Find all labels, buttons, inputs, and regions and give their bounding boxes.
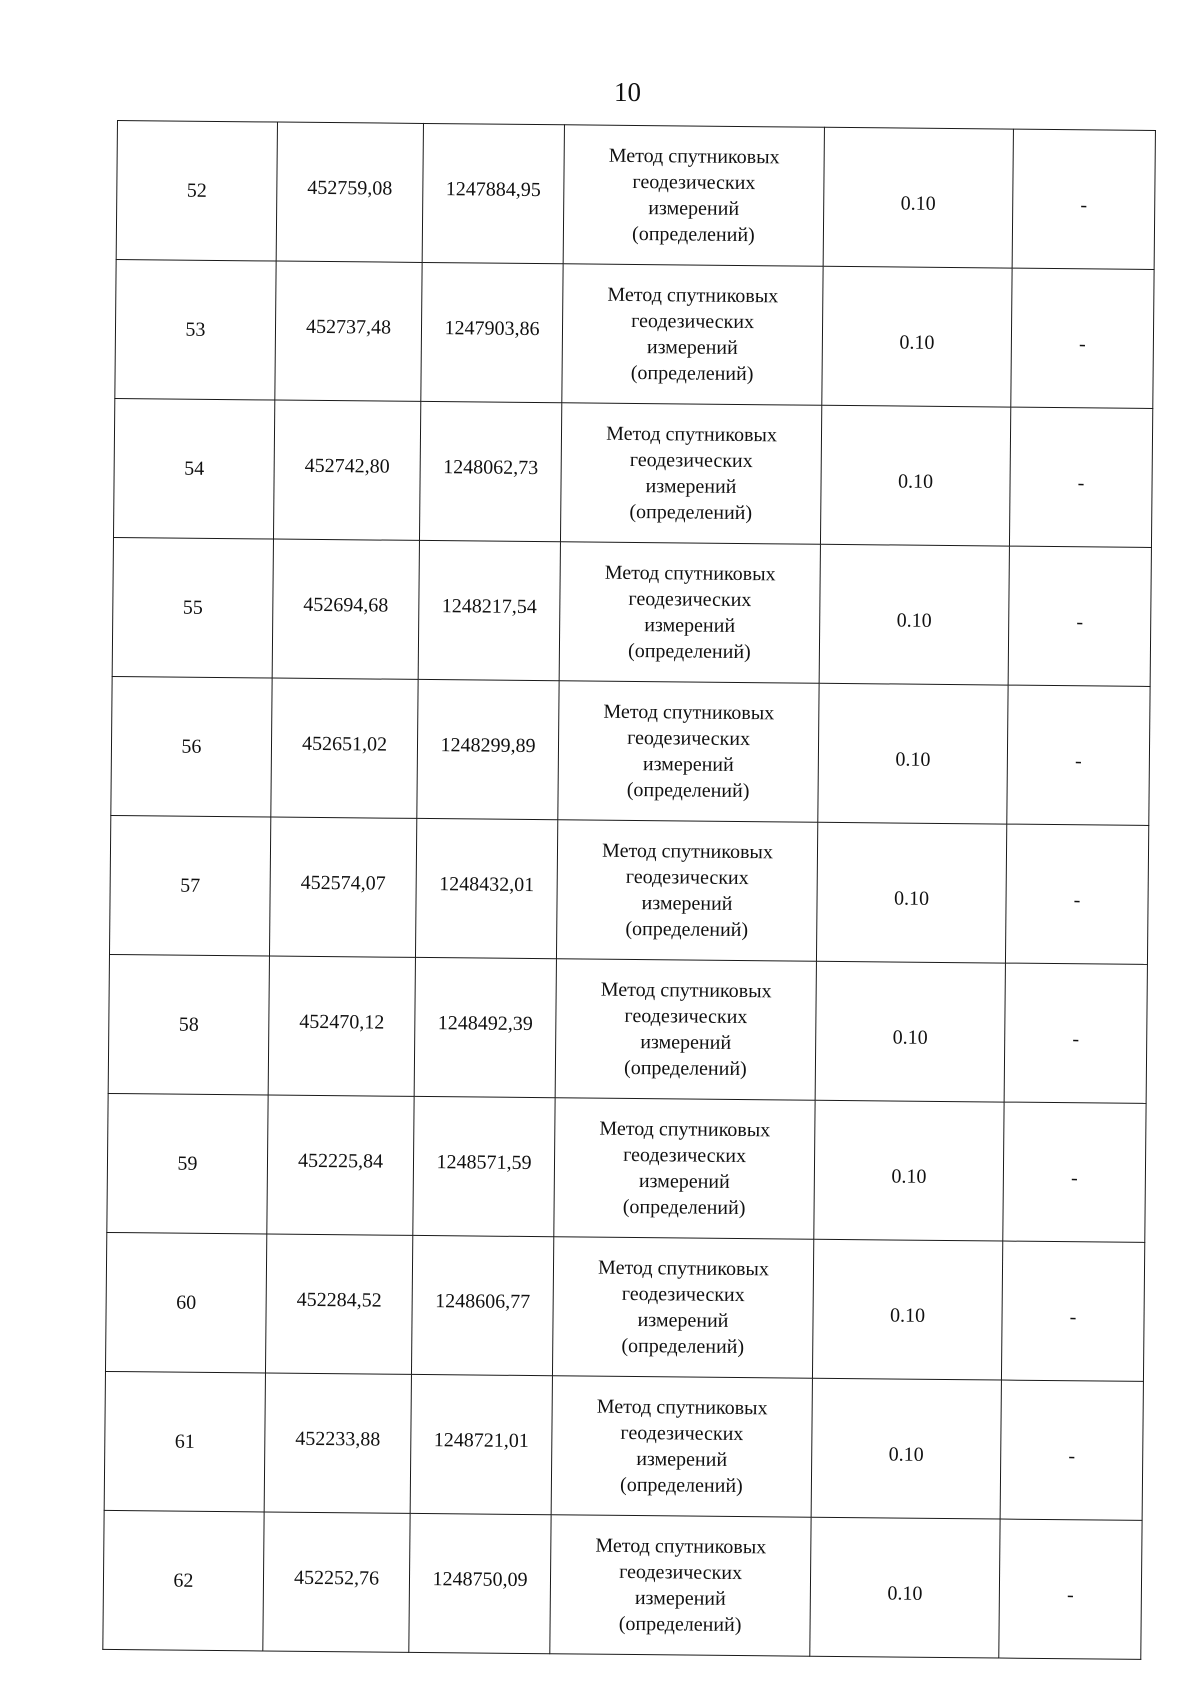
method-line: измерений bbox=[646, 336, 738, 359]
method-line: (определений) bbox=[622, 1195, 746, 1220]
method-cell bbox=[560, 403, 821, 544]
method-line: (определений) bbox=[629, 500, 753, 525]
point-number-cell: 61 bbox=[104, 1371, 265, 1512]
method-cell bbox=[562, 264, 823, 405]
x-coordinate-cell: 452742,80 bbox=[273, 400, 420, 540]
description-cell: - bbox=[1004, 963, 1147, 1103]
x-coordinate-cell: 452737,48 bbox=[275, 261, 422, 401]
x-coordinate-cell: 452574,07 bbox=[269, 817, 416, 957]
point-number-cell: 59 bbox=[107, 1093, 268, 1234]
method-line: геодезических bbox=[632, 170, 756, 195]
table-row bbox=[104, 1371, 1143, 1520]
x-coordinate-cell: 452470,12 bbox=[268, 956, 415, 1096]
y-coordinate-cell: 1248492,39 bbox=[414, 957, 556, 1097]
description-cell: - bbox=[1012, 129, 1155, 269]
x-coordinate-cell: 452284,52 bbox=[265, 1234, 412, 1374]
table-row bbox=[111, 676, 1150, 825]
method-line: геодезических bbox=[625, 865, 749, 890]
method-line: геодезических bbox=[628, 587, 752, 612]
accuracy-cell: 0.10 bbox=[812, 1239, 1002, 1380]
method-line: (определений) bbox=[631, 222, 755, 247]
table-row bbox=[115, 259, 1154, 408]
x-coordinate-cell: 452651,02 bbox=[271, 678, 418, 818]
method-line: Метод спутниковых bbox=[608, 144, 780, 169]
table-row bbox=[109, 815, 1148, 964]
method-line: геодезических bbox=[627, 726, 751, 751]
x-coordinate-cell: 452694,68 bbox=[272, 539, 419, 679]
y-coordinate-cell: 1247884,95 bbox=[422, 123, 564, 263]
method-line: Метод спутниковых bbox=[602, 839, 773, 864]
y-coordinate-cell: 1248606,77 bbox=[411, 1235, 553, 1375]
point-number-cell: 55 bbox=[112, 537, 273, 678]
method-line: измерений bbox=[638, 1170, 730, 1193]
method-line: измерений bbox=[641, 892, 733, 915]
method-line: Метод спутниковых bbox=[607, 283, 779, 308]
y-coordinate-cell: 1248432,01 bbox=[415, 818, 557, 958]
y-coordinate-cell: 1248721,01 bbox=[410, 1374, 552, 1514]
accuracy-cell: 0.10 bbox=[819, 544, 1009, 685]
method-cell bbox=[559, 542, 820, 683]
method-cell bbox=[555, 959, 816, 1100]
method-line: измерений bbox=[648, 197, 740, 220]
method-cell bbox=[552, 1237, 813, 1378]
coordinates-table-body bbox=[103, 121, 1156, 1660]
point-number-cell: 62 bbox=[103, 1510, 264, 1651]
description-cell: - bbox=[1007, 685, 1150, 825]
point-number-cell: 60 bbox=[105, 1232, 266, 1373]
table-row bbox=[107, 1093, 1146, 1242]
accuracy-cell: 0.10 bbox=[822, 266, 1012, 407]
method-line: геодезических bbox=[621, 1282, 745, 1307]
method-line: (определений) bbox=[621, 1334, 745, 1359]
point-number-cell: 53 bbox=[115, 259, 276, 400]
method-line: Метод спутниковых bbox=[600, 978, 772, 1003]
table-row bbox=[108, 954, 1147, 1103]
method-line: (определений) bbox=[630, 361, 754, 386]
method-line: геодезических bbox=[623, 1143, 747, 1168]
coordinates-table bbox=[102, 120, 1156, 1660]
y-coordinate-cell: 1248217,54 bbox=[418, 540, 560, 680]
method-cell bbox=[551, 1376, 812, 1517]
table-row bbox=[105, 1232, 1144, 1381]
accuracy-cell: 0.10 bbox=[818, 683, 1008, 824]
table-row bbox=[113, 398, 1152, 547]
point-number-cell: 58 bbox=[108, 954, 269, 1095]
method-line: Метод спутниковых bbox=[598, 1256, 769, 1281]
description-cell: - bbox=[1008, 546, 1151, 686]
y-coordinate-cell: 1248299,89 bbox=[417, 679, 559, 819]
method-line: геодезических bbox=[631, 309, 755, 334]
method-line: (определений) bbox=[626, 778, 750, 803]
method-line: измерений bbox=[640, 1031, 732, 1054]
method-line: (определений) bbox=[623, 1056, 747, 1081]
method-line: (определений) bbox=[619, 1473, 743, 1498]
accuracy-cell: 0.10 bbox=[811, 1378, 1001, 1519]
accuracy-cell: 0.10 bbox=[810, 1517, 1000, 1658]
method-line: (определений) bbox=[618, 1612, 742, 1637]
method-cell bbox=[550, 1515, 811, 1656]
method-line: (определений) bbox=[627, 639, 751, 664]
x-coordinate-cell: 452225,84 bbox=[267, 1095, 414, 1235]
method-line: измерений bbox=[637, 1309, 729, 1332]
method-line: Метод спутниковых bbox=[596, 1395, 768, 1420]
method-line: Метод спутниковых bbox=[604, 561, 776, 586]
description-cell: - bbox=[1003, 1102, 1146, 1242]
method-line: измерений bbox=[636, 1448, 728, 1471]
description-cell: - bbox=[1009, 407, 1152, 547]
table-row bbox=[116, 121, 1155, 270]
method-line: Метод спутниковых bbox=[595, 1534, 767, 1559]
method-line: (определений) bbox=[625, 917, 749, 942]
y-coordinate-cell: 1248750,09 bbox=[409, 1513, 551, 1653]
method-line: измерений bbox=[634, 1587, 726, 1610]
point-number-cell: 54 bbox=[113, 398, 274, 539]
method-line: Метод спутниковых bbox=[606, 422, 777, 447]
accuracy-cell: 0.10 bbox=[823, 127, 1013, 268]
accuracy-cell: 0.10 bbox=[814, 1100, 1004, 1241]
description-cell: - bbox=[1005, 824, 1148, 964]
table-row bbox=[112, 537, 1151, 686]
accuracy-cell: 0.10 bbox=[820, 405, 1010, 546]
y-coordinate-cell: 1248062,73 bbox=[419, 401, 561, 541]
point-number-cell: 56 bbox=[111, 676, 272, 817]
method-cell bbox=[556, 820, 817, 961]
method-line: геодезических bbox=[624, 1004, 748, 1029]
method-cell bbox=[558, 681, 819, 822]
method-line: измерений bbox=[642, 753, 734, 776]
description-cell: - bbox=[1001, 1241, 1144, 1381]
method-cell bbox=[554, 1098, 815, 1239]
method-line: геодезических bbox=[619, 1560, 743, 1585]
accuracy-cell: 0.10 bbox=[815, 961, 1005, 1102]
x-coordinate-cell: 452252,76 bbox=[263, 1512, 410, 1652]
method-line: геодезических bbox=[620, 1421, 744, 1446]
x-coordinate-cell: 452759,08 bbox=[276, 122, 423, 262]
x-coordinate-cell: 452233,88 bbox=[264, 1373, 411, 1513]
description-cell: - bbox=[1011, 268, 1154, 408]
table-row bbox=[103, 1510, 1142, 1659]
point-number-cell: 57 bbox=[109, 815, 270, 956]
method-line: Метод спутниковых bbox=[599, 1117, 771, 1142]
method-line: геодезических bbox=[629, 448, 753, 473]
description-cell: - bbox=[1000, 1380, 1143, 1520]
point-number-cell: 52 bbox=[116, 121, 277, 262]
method-line: измерений bbox=[644, 614, 736, 637]
method-line: измерений bbox=[645, 475, 737, 498]
y-coordinate-cell: 1247903,86 bbox=[421, 262, 563, 402]
description-cell: - bbox=[999, 1519, 1142, 1659]
accuracy-cell: 0.10 bbox=[816, 822, 1006, 963]
page-number: 10 bbox=[614, 77, 641, 107]
method-cell bbox=[563, 125, 824, 266]
y-coordinate-cell: 1248571,59 bbox=[413, 1096, 555, 1236]
method-line: Метод спутниковых bbox=[603, 700, 775, 725]
